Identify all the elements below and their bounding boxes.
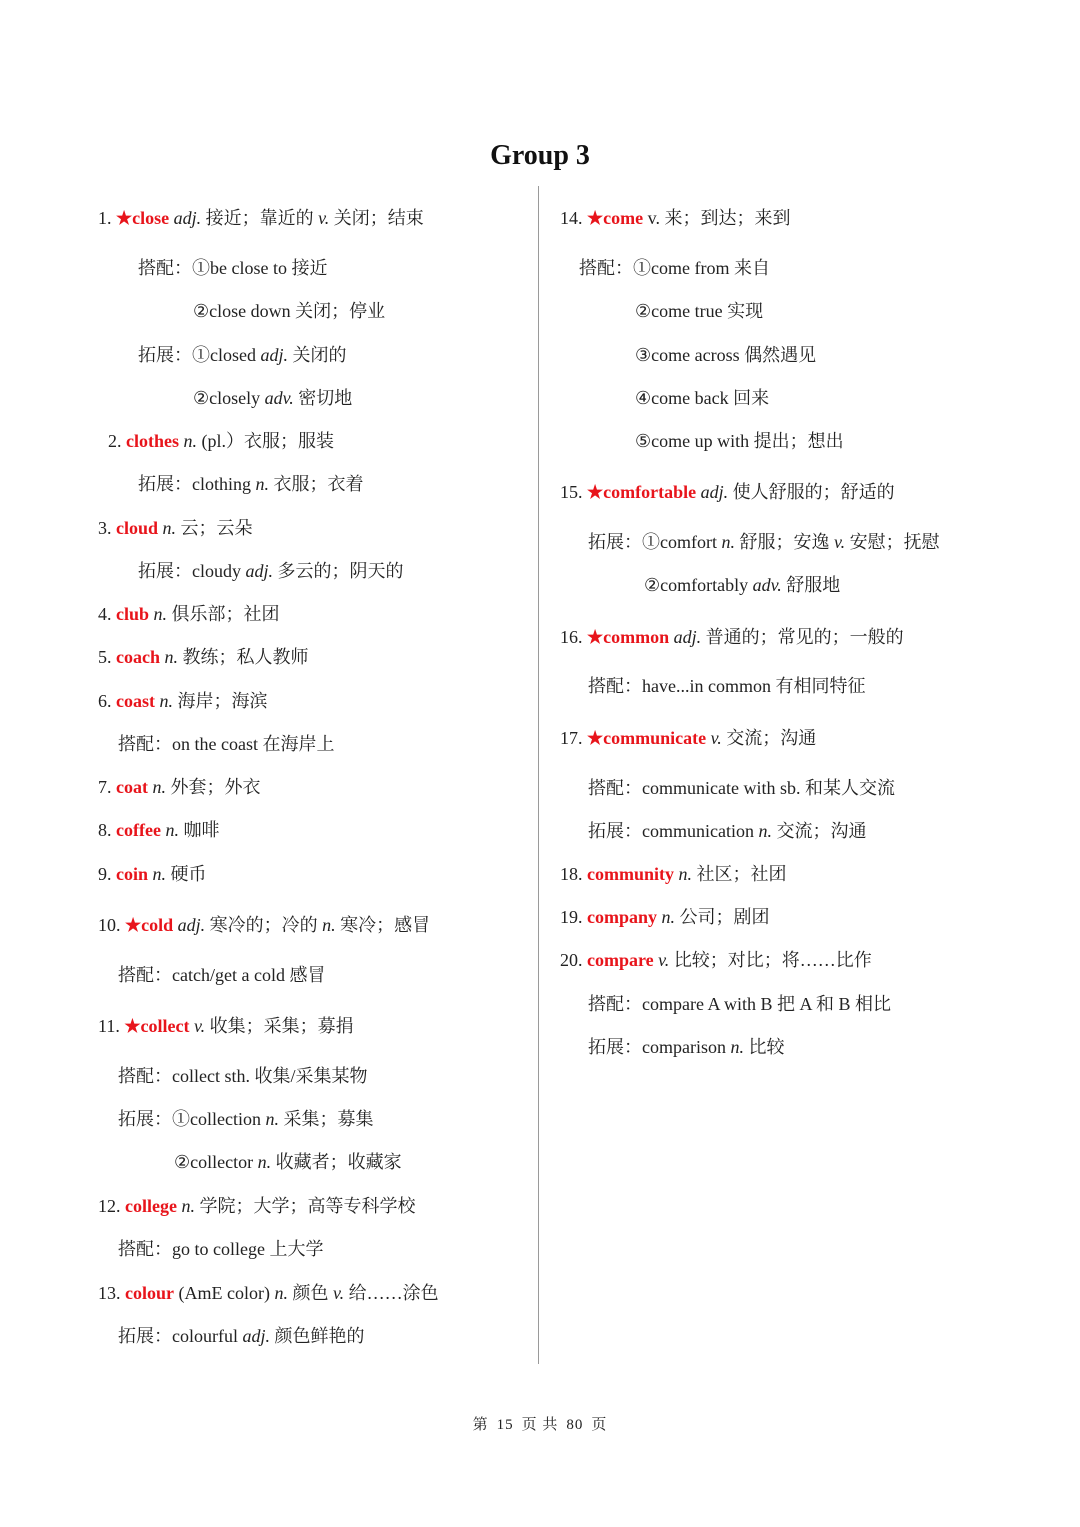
headword: close <box>132 208 170 228</box>
entry-clothes: 2. clothes n. (pl.）衣服；服装 <box>108 431 334 451</box>
entry-cloud: 3. cloud n. 云；云朵 <box>98 518 253 538</box>
collocation-line: 搭配：go to college 上大学 <box>118 1239 324 1259</box>
entry-company: 19. company n. 公司；剧团 <box>560 907 770 927</box>
collocation-line: 搭配：communicate with sb. 和某人交流 <box>588 778 895 798</box>
headword: comfortable <box>603 482 697 502</box>
extension-line: 拓展：communication n. 交流；沟通 <box>588 821 867 841</box>
headword: common <box>603 627 670 647</box>
headword: coat <box>116 777 148 797</box>
entry-close: 1. ★close adj. 接近；靠近的 v. 关闭；结束 <box>98 208 424 228</box>
headword: cold <box>141 915 174 935</box>
entry-coat: 7. coat n. 外套；外衣 <box>98 777 261 797</box>
extension-line: 拓展：clothing n. 衣服；衣着 <box>138 474 364 494</box>
star-icon: ★ <box>124 1016 141 1036</box>
headword: collect <box>140 1016 190 1036</box>
extension-line: 拓展：①closed adj. 关闭的 <box>138 345 347 365</box>
entry-communicate: 17. ★communicate v. 交流；沟通 <box>560 728 817 748</box>
collocation-line: ④come back 回来 <box>635 388 770 408</box>
extension-line: 拓展：colourful adj. 颜色鲜艳的 <box>118 1326 365 1346</box>
headword: compare <box>587 950 654 970</box>
star-icon: ★ <box>116 208 133 228</box>
extension-line: ②comfortably adv. 舒服地 <box>644 575 841 595</box>
entry-compare: 20. compare v. 比较；对比；将……比作 <box>560 950 872 970</box>
entry-come: 14. ★come v. 来；到达；来到 <box>560 208 791 228</box>
star-icon: ★ <box>125 915 142 935</box>
headword: coach <box>116 647 160 667</box>
page-number: 15 <box>496 1417 514 1433</box>
entry-common: 16. ★common adj. 普通的；常见的；一般的 <box>560 627 904 647</box>
extension-line: ②closely adv. 密切地 <box>193 388 353 408</box>
entry-colour: 13. colour (AmE color) n. 颜色 v. 给……涂色 <box>98 1283 439 1303</box>
entry-comfortable: 15. ★comfortable adj. 使人舒服的；舒适的 <box>560 482 895 502</box>
headword: club <box>116 604 150 624</box>
entry-collect: 11. ★collect v. 收集；采集；募捐 <box>98 1016 354 1036</box>
collocation-line: 搭配：①be close to 接近 <box>138 258 328 278</box>
collocation-line: 搭配：catch/get a cold 感冒 <box>118 965 326 985</box>
collocation-line: 搭配：collect sth. 收集/采集某物 <box>118 1066 368 1086</box>
collocation-line: ⑤come up with 提出；想出 <box>635 431 844 451</box>
star-icon: ★ <box>587 627 604 647</box>
extension-line: 拓展：cloudy adj. 多云的；阴天的 <box>138 561 404 581</box>
extension-line: ②collector n. 收藏者；收藏家 <box>174 1152 402 1172</box>
extension-line: 拓展：①comfort n. 舒服；安逸 v. 安慰；抚慰 <box>588 532 940 552</box>
star-icon: ★ <box>587 728 604 748</box>
extension-line: 拓展：①collection n. 采集；募集 <box>118 1109 374 1129</box>
entry-coast: 6. coast n. 海岸；海滨 <box>98 691 268 711</box>
collocation-line: ②come true 实现 <box>635 301 764 321</box>
headword: community <box>587 864 674 884</box>
headword: come <box>603 208 644 228</box>
entry-coach: 5. coach n. 教练；私人教师 <box>98 647 309 667</box>
collocation-line: 搭配：compare A with B 把 A 和 B 相比 <box>588 994 891 1014</box>
star-icon: ★ <box>587 482 604 502</box>
headword: clothes <box>126 431 179 451</box>
headword: coast <box>116 691 155 711</box>
total-pages: 80 <box>566 1417 584 1433</box>
entry-cold: 10. ★cold adj. 寒冷的；冷的 n. 寒冷；感冒 <box>98 915 431 935</box>
collocation-line: ②close down 关闭；停业 <box>193 301 386 321</box>
collocation-line: 搭配：on the coast 在海岸上 <box>118 734 335 754</box>
entry-community: 18. community n. 社区；社团 <box>560 864 787 884</box>
headword: coffee <box>116 820 161 840</box>
entry-college: 12. college n. 学院；大学；高等专科学校 <box>98 1196 416 1216</box>
headword: communicate <box>603 728 707 748</box>
page-footer: 第 15 页 共 80 页 <box>472 1417 608 1433</box>
entry-coffee: 8. coffee n. 咖啡 <box>98 820 220 840</box>
entry-club: 4. club n. 俱乐部；社团 <box>98 604 280 624</box>
headword: cloud <box>116 518 159 538</box>
entry-coin: 9. coin n. 硬币 <box>98 864 207 884</box>
collocation-line: 搭配：①come from 来自 <box>579 258 770 278</box>
headword: coin <box>116 864 149 884</box>
extension-line: 拓展：comparison n. 比较 <box>588 1037 785 1057</box>
headword: company <box>587 907 658 927</box>
headword: colour <box>125 1283 174 1303</box>
star-icon: ★ <box>587 208 604 228</box>
collocation-line: 搭配：have...in common 有相同特征 <box>588 676 866 696</box>
page-title: Group 3 <box>490 140 590 171</box>
collocation-line: ③come across 偶然遇见 <box>635 345 817 365</box>
headword: college <box>125 1196 177 1216</box>
column-divider <box>538 186 539 1364</box>
